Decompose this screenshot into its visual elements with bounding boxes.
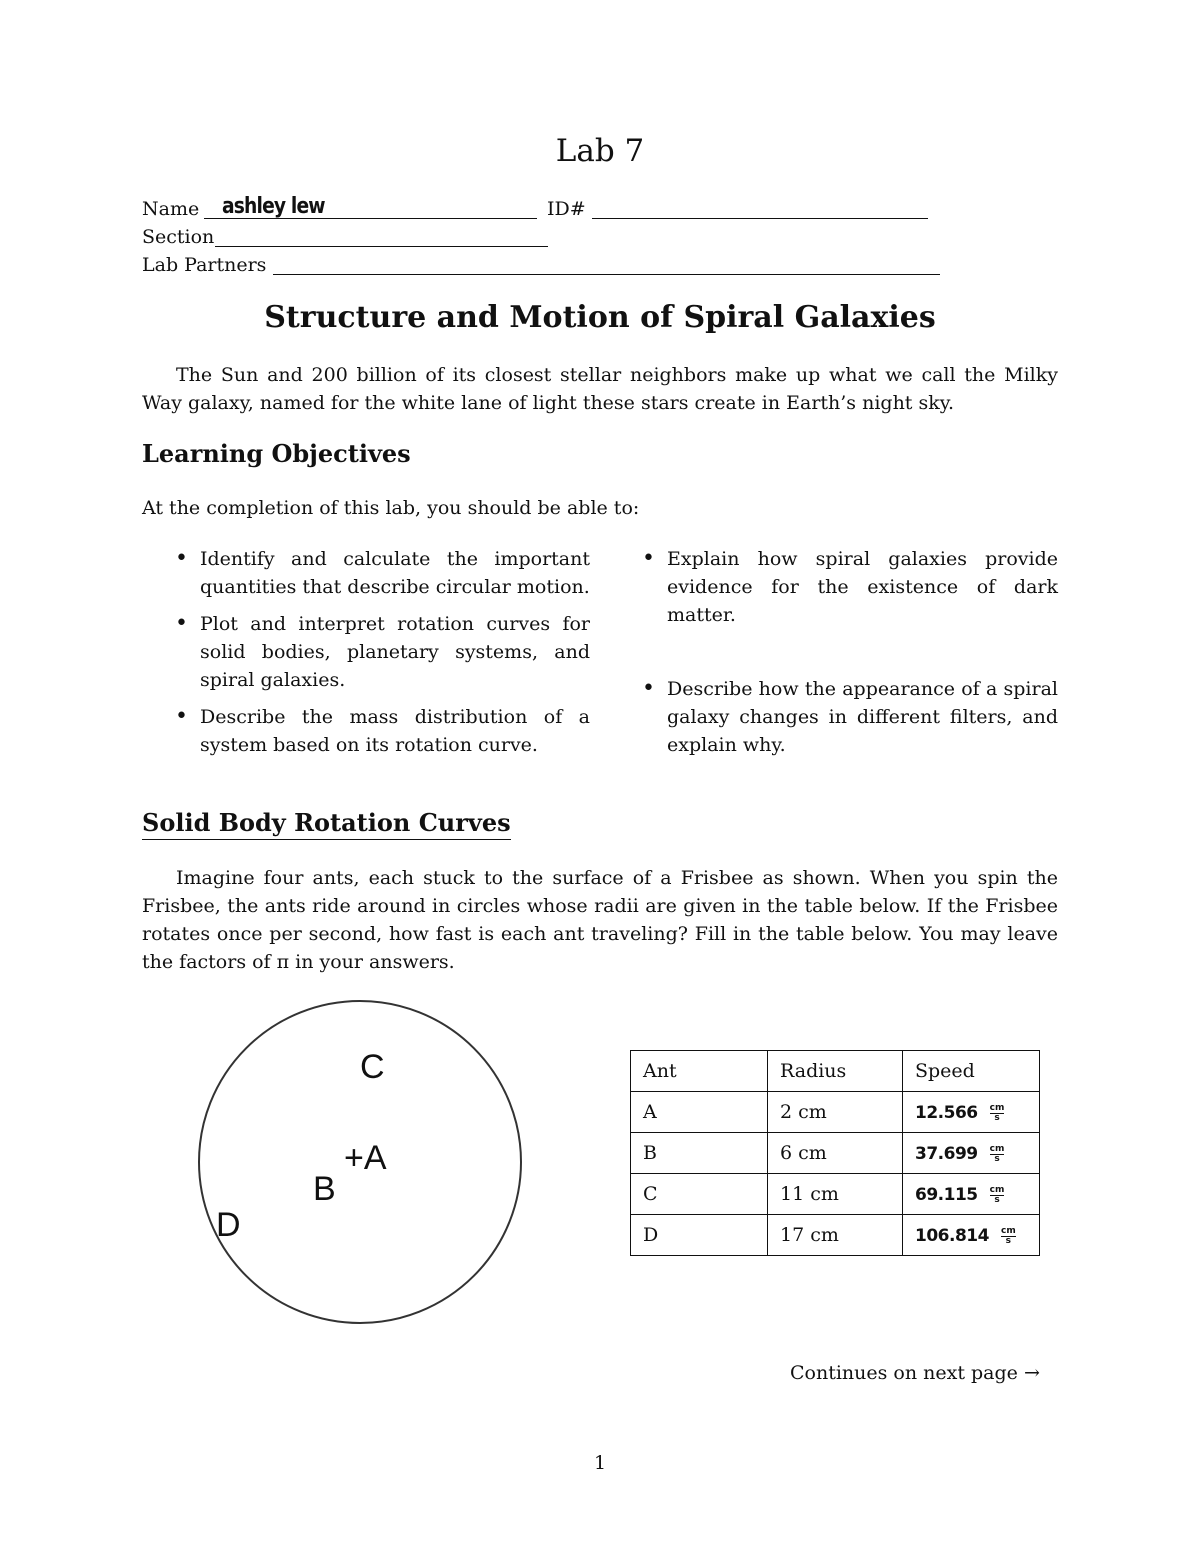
ant-label-c: C bbox=[360, 1048, 385, 1086]
unit-bottom: s bbox=[990, 1154, 1005, 1164]
radius-cell: 6 cm bbox=[768, 1133, 903, 1174]
solid-body-paragraph: Imagine four ants, each stuck to the surface of a Frisbee as shown. When you spin the Frisbee, the ants ride around in circles whose radii are given in the table below. If the Frisbee rotates once per second, how fast is each ant traveling? Fill in the table below. You may leave the factors of π in your answers. bbox=[142, 867, 1058, 973]
speed-unit bbox=[1001, 1227, 1016, 1246]
ant-cell: A bbox=[631, 1092, 768, 1133]
name-id-row bbox=[142, 196, 942, 222]
objectives-right-list bbox=[642, 545, 1058, 759]
table-row bbox=[631, 1092, 1040, 1133]
speed-value: 106.814 bbox=[915, 1226, 989, 1246]
header-ant: Ant bbox=[631, 1051, 768, 1092]
name-label: Name bbox=[142, 198, 200, 220]
objectives-lead: At the completion of this lab, you should be able to: bbox=[142, 497, 640, 519]
unit-bottom: s bbox=[990, 1195, 1005, 1205]
solid-body-heading bbox=[142, 808, 511, 837]
id-field[interactable] bbox=[592, 196, 928, 219]
unit-top: cm bbox=[989, 1184, 1005, 1195]
speed-cell[interactable] bbox=[903, 1215, 1040, 1256]
frisbee-diagram bbox=[196, 998, 524, 1326]
page-number: 1 bbox=[593, 1452, 607, 1474]
objective-item: • Identify and calculate the important quantities that describe circular motion. bbox=[175, 545, 590, 601]
solid-body-heading-text: Solid Body Rotation Curves bbox=[142, 808, 511, 840]
speed-unit bbox=[990, 1104, 1005, 1123]
id-label: ID# bbox=[547, 198, 586, 220]
ant-cell: C bbox=[631, 1174, 768, 1215]
speed-unit bbox=[990, 1186, 1005, 1205]
table-row bbox=[631, 1215, 1040, 1256]
section-row bbox=[142, 224, 942, 250]
header-radius: Radius bbox=[768, 1051, 903, 1092]
radius-cell: 17 cm bbox=[768, 1215, 903, 1256]
speed-value: 37.699 bbox=[915, 1144, 978, 1164]
objective-item: • Describe the mass distribution of a system based on its rotation curve. bbox=[175, 703, 590, 759]
partners-row bbox=[142, 252, 942, 278]
ant-cell: B bbox=[631, 1133, 768, 1174]
ant-label-b: B bbox=[313, 1170, 336, 1208]
speed-value: 12.566 bbox=[915, 1103, 978, 1123]
speed-cell[interactable] bbox=[903, 1092, 1040, 1133]
objectives-left-list bbox=[175, 545, 590, 759]
table-row bbox=[631, 1174, 1040, 1215]
speed-value: 69.115 bbox=[915, 1185, 978, 1205]
objective-item: • Explain how spiral galaxies provide evidence for the existence of dark matter. bbox=[642, 545, 1058, 629]
partners-field[interactable] bbox=[273, 252, 940, 275]
name-value: ashley lew bbox=[222, 194, 325, 219]
speed-unit bbox=[990, 1145, 1005, 1164]
objective-item: • Describe how the appearance of a spiral galaxy changes in different filters, and explain why. bbox=[642, 675, 1058, 759]
objectives-heading: Learning Objectives bbox=[142, 439, 411, 468]
table-row bbox=[631, 1133, 1040, 1174]
name-field[interactable] bbox=[204, 196, 537, 219]
lab-title: Lab 7 bbox=[555, 133, 645, 169]
header-speed: Speed bbox=[903, 1051, 1040, 1092]
speed-cell[interactable] bbox=[903, 1133, 1040, 1174]
unit-top: cm bbox=[1000, 1225, 1016, 1236]
ant-label-a: +A bbox=[344, 1139, 387, 1177]
unit-top: cm bbox=[989, 1143, 1005, 1154]
unit-top: cm bbox=[989, 1102, 1005, 1113]
continues-note: Continues on next page → bbox=[790, 1362, 1040, 1384]
unit-bottom: s bbox=[1001, 1236, 1016, 1246]
section-label: Section bbox=[142, 226, 215, 248]
radius-cell: 2 cm bbox=[768, 1092, 903, 1133]
main-title: Structure and Motion of Spiral Galaxies bbox=[264, 300, 936, 335]
table-header-row bbox=[631, 1051, 1040, 1092]
objective-item: • Plot and interpret rotation curves for solid bodies, planetary systems, and spiral galaxies. bbox=[175, 610, 590, 694]
speed-cell[interactable] bbox=[903, 1174, 1040, 1215]
ant-speed-table bbox=[630, 1050, 1040, 1256]
intro-paragraph: The Sun and 200 billion of its closest stellar neighbors make up what we call the Milky Way galaxy, named for the white lane of light these stars create in Earth’s night sky. bbox=[142, 364, 1058, 414]
unit-bottom: s bbox=[990, 1113, 1005, 1123]
section-field[interactable] bbox=[215, 224, 548, 247]
ant-cell: D bbox=[631, 1215, 768, 1256]
radius-cell: 11 cm bbox=[768, 1174, 903, 1215]
ant-label-d: D bbox=[216, 1206, 241, 1244]
partners-label: Lab Partners bbox=[142, 254, 267, 276]
